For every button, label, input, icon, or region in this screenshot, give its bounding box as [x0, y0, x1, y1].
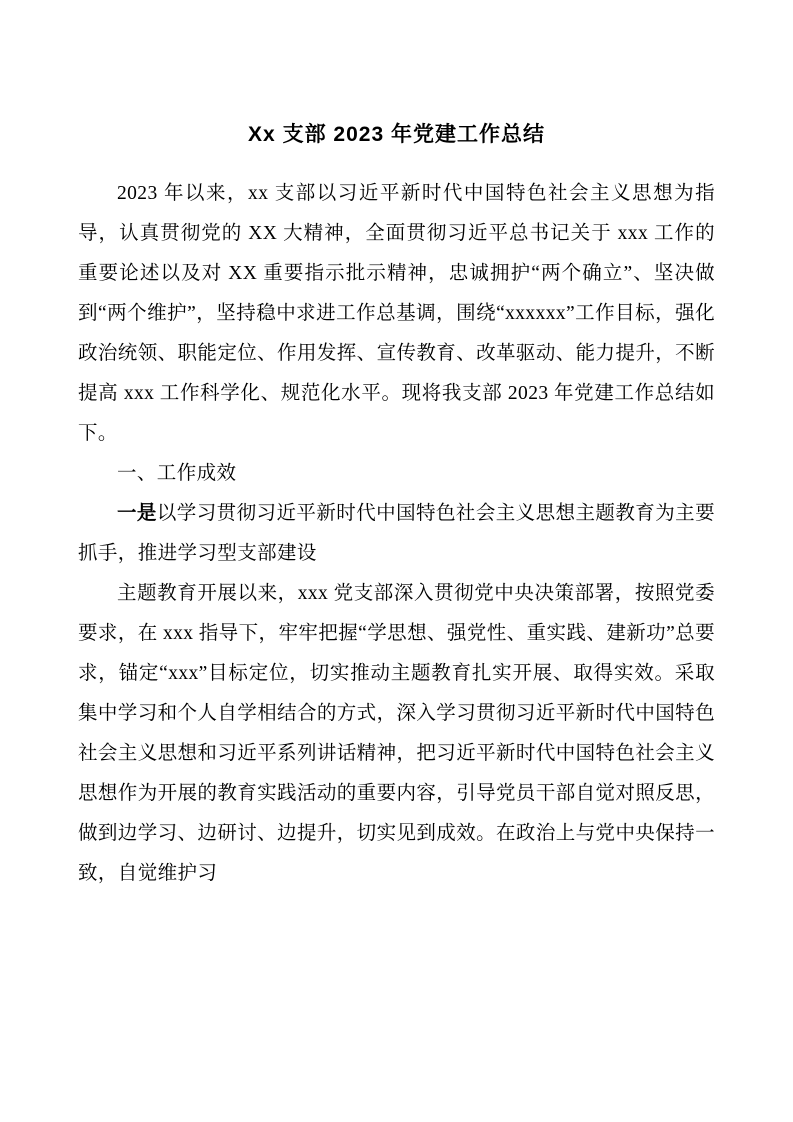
page-title: Xx 支部 2023 年党建工作总结 [248, 123, 545, 146]
paragraph-subheading [78, 494, 715, 574]
subheading-bold-prefix: 一是 [117, 503, 157, 524]
paragraph-intro: 2023 年以来，xx 支部以习近平新时代中国特色社会主义思想为指导，认真贯彻党的 XX 大精神，全面贯彻习近平总书记关于 xxx 工作的重要论述以及对 XX 重要指示批示精神，忠诚拥护“两个确立”、坚决做到“两个维护”，坚持稳中求进工作总基调，围绕“xxxxxx”工作目标，强化政治统领、职能定位、作用发挥、宣传教育、改革驱动、能力提升，不断提高 xxx 工作科学化、规范化水平。现将我支部 2023 年党建工作总结如下。 [78, 183, 715, 444]
subheading-text: 以学习贯彻习近平新时代中国特色社会主义思想主题教育为主要抓手，推进学习型支部建设 [78, 503, 715, 564]
paragraph-body: 主题教育开展以来，xxx 党支部深入贯彻党中央决策部署，按照党委要求，在 xxx 指导下，牢牢把握“学思想、强党性、重实践、建新功”总要求，锚定“xxx”目标定位，切实推动主题教育扎实开展、取得实效。采取集中学习和个人自学相结合的方式，深入学习贯彻习近平新时代中国特色社会主义思想和习近平系列讲话精神，把习近平新时代中国特色社会主义思想作为开展的教育实践活动的重要内容，引导党员干部自觉对照反思，做到边学习、边研讨、边提升，切实见到成效。在政治上与党中央保持一致，自觉维护习 [78, 583, 715, 884]
paragraph-section-heading: 一、工作成效 [117, 463, 237, 484]
